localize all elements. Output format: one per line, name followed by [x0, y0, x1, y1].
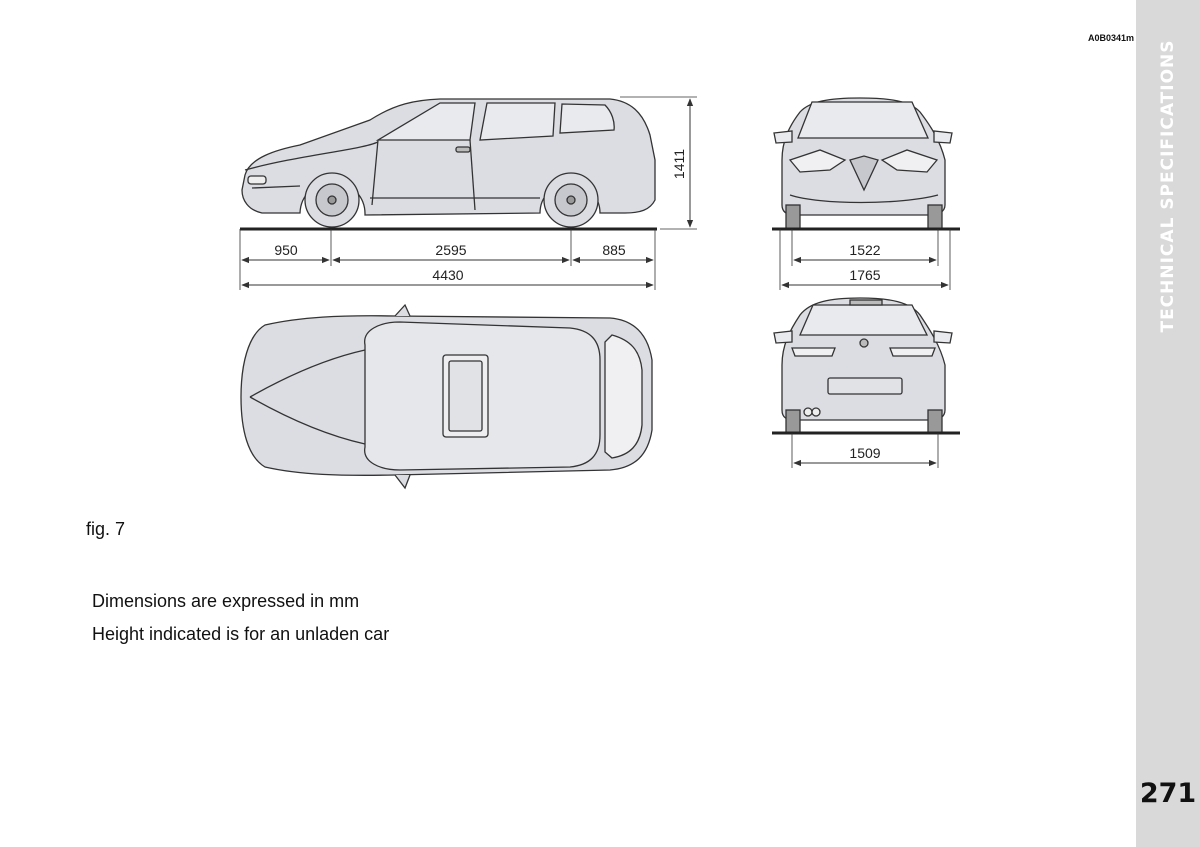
dim-height: 1411	[671, 148, 687, 180]
page-number: 271	[1139, 778, 1197, 809]
dim-overall-length: 4430	[432, 267, 464, 283]
dim-front-track: 1522	[849, 242, 881, 258]
dim-overall-width: 1765	[849, 267, 881, 283]
dim-rear-overhang: 885	[602, 242, 626, 258]
image-code: A0B0341m	[1087, 33, 1134, 43]
dim-wheelbase: 2595	[435, 242, 467, 258]
section-title: TECHNICAL SPECIFICATIONS	[1158, 39, 1178, 333]
note-units: Dimensions are expressed in mm	[92, 591, 360, 611]
rear-view-car	[774, 298, 952, 433]
side-view-car	[242, 99, 655, 227]
figure-caption: fig. 7	[86, 519, 126, 539]
dim-rear-track: 1509	[849, 445, 881, 461]
note-height: Height indicated is for an unladen car	[92, 624, 390, 644]
front-view-car	[774, 98, 952, 229]
top-view-car	[241, 305, 652, 488]
dim-front-overhang: 950	[274, 242, 298, 258]
